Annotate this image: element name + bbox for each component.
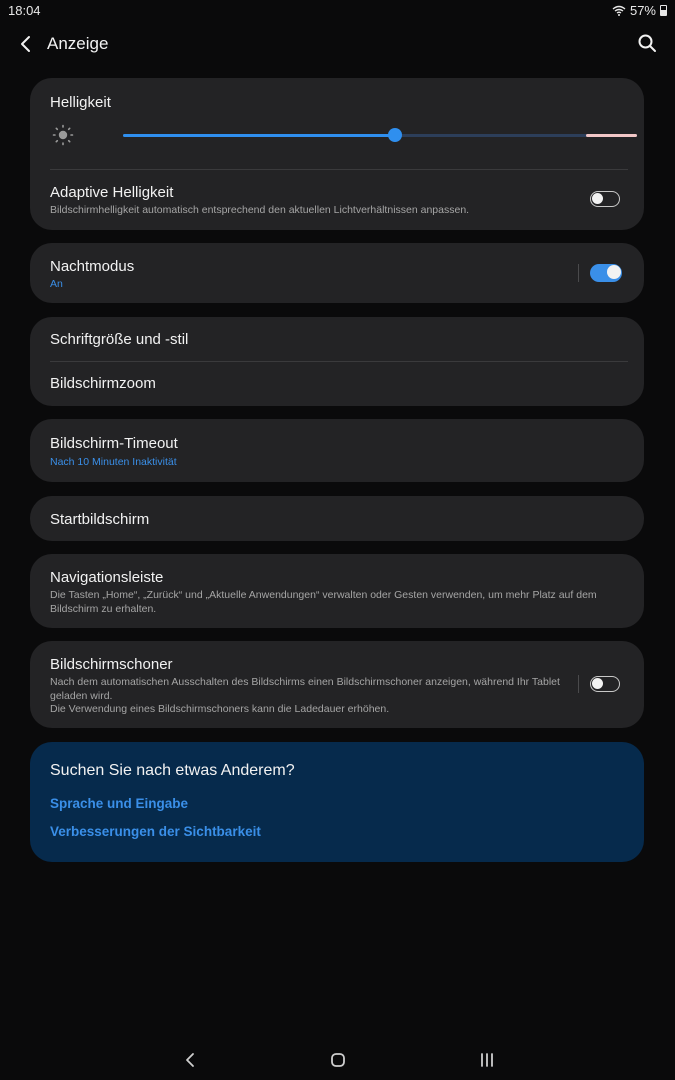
battery-icon xyxy=(660,5,667,16)
nav-recents-icon[interactable] xyxy=(475,1048,499,1072)
toggle-knob xyxy=(607,265,621,279)
status-right xyxy=(612,3,667,18)
font-size-style-item[interactable]: Schriftgröße und -stil xyxy=(50,331,189,348)
brightness-slider[interactable] xyxy=(123,134,637,137)
screensaver-note: Die Verwendung eines Bildschirmschoners kann die Ladedauer erhöhen. xyxy=(50,703,390,715)
screen-timeout-title: Bildschirm-Timeout xyxy=(50,435,178,452)
screensaver-card[interactable] xyxy=(30,641,644,728)
status-bar xyxy=(0,0,675,22)
screen-timeout-card[interactable] xyxy=(30,419,644,482)
nav-back-icon[interactable] xyxy=(178,1048,202,1072)
suggestions-title: Suchen Sie nach etwas Anderem? xyxy=(50,762,295,779)
vertical-separator xyxy=(578,264,579,282)
divider xyxy=(50,361,628,362)
home-screen-card[interactable] xyxy=(30,496,644,541)
app-bar xyxy=(0,22,675,66)
home-screen-title: Startbildschirm xyxy=(50,511,150,528)
vertical-separator xyxy=(578,675,579,693)
brightness-slider-fill xyxy=(123,134,395,137)
suggestions-card xyxy=(30,742,644,862)
back-icon[interactable] xyxy=(14,32,38,56)
screen-zoom-item[interactable]: Bildschirmzoom xyxy=(50,375,156,392)
brightness-slider-thumb[interactable] xyxy=(388,128,402,142)
brightness-card xyxy=(30,78,644,230)
navigation-bar-subtitle: Die Tasten „Home“, „Zurück“ und „Aktuelle Anwendungen“ verwalten oder Gesten verwenden, um mehr Platz auf dem Bildschirm zu erhalten. xyxy=(50,589,597,615)
battery-percent: 57% xyxy=(629,3,656,18)
page-title: Anzeige xyxy=(47,34,109,53)
adaptive-brightness-subtitle: Bildschirmhelligkeit automatisch entsprechend den aktuellen Lichtverhältnissen anpassen. xyxy=(50,204,470,216)
adaptive-brightness-toggle[interactable] xyxy=(590,191,620,207)
search-icon[interactable] xyxy=(636,32,658,54)
status-time: 18:04 xyxy=(8,3,41,18)
toggle-knob xyxy=(592,678,603,689)
language-input-link[interactable]: Sprache und Eingabe xyxy=(50,796,189,811)
sun-icon xyxy=(52,124,74,146)
night-mode-title: Nachtmodus xyxy=(50,258,135,275)
navigation-bar-card[interactable] xyxy=(30,554,644,628)
font-zoom-card xyxy=(30,317,644,406)
toggle-knob xyxy=(592,193,603,204)
screen-timeout-status: Nach 10 Minuten Inaktivität xyxy=(50,456,177,468)
adaptive-brightness-title: Adaptive Helligkeit xyxy=(50,184,174,201)
navigation-bar-title: Navigationsleiste xyxy=(50,569,164,586)
brightness-title: Helligkeit xyxy=(50,94,111,111)
night-mode-status: An xyxy=(50,278,63,290)
nav-home-icon[interactable] xyxy=(326,1048,350,1072)
screensaver-title: Bildschirmschoner xyxy=(50,656,173,673)
brightness-extra-range xyxy=(586,134,637,137)
screensaver-subtitle: Nach dem automatischen Ausschalten des Bildschirms einen Bildschirmschoner anzeigen, während Ihr Tablet geladen wird. xyxy=(50,676,560,702)
screensaver-toggle[interactable] xyxy=(590,676,620,692)
wifi-icon xyxy=(612,5,626,16)
night-mode-toggle[interactable] xyxy=(590,264,622,282)
night-mode-card[interactable] xyxy=(30,243,644,303)
divider xyxy=(50,169,628,170)
visibility-enhancements-link[interactable]: Verbesserungen der Sichtbarkeit xyxy=(50,824,261,839)
system-navigation-bar xyxy=(0,1040,675,1080)
